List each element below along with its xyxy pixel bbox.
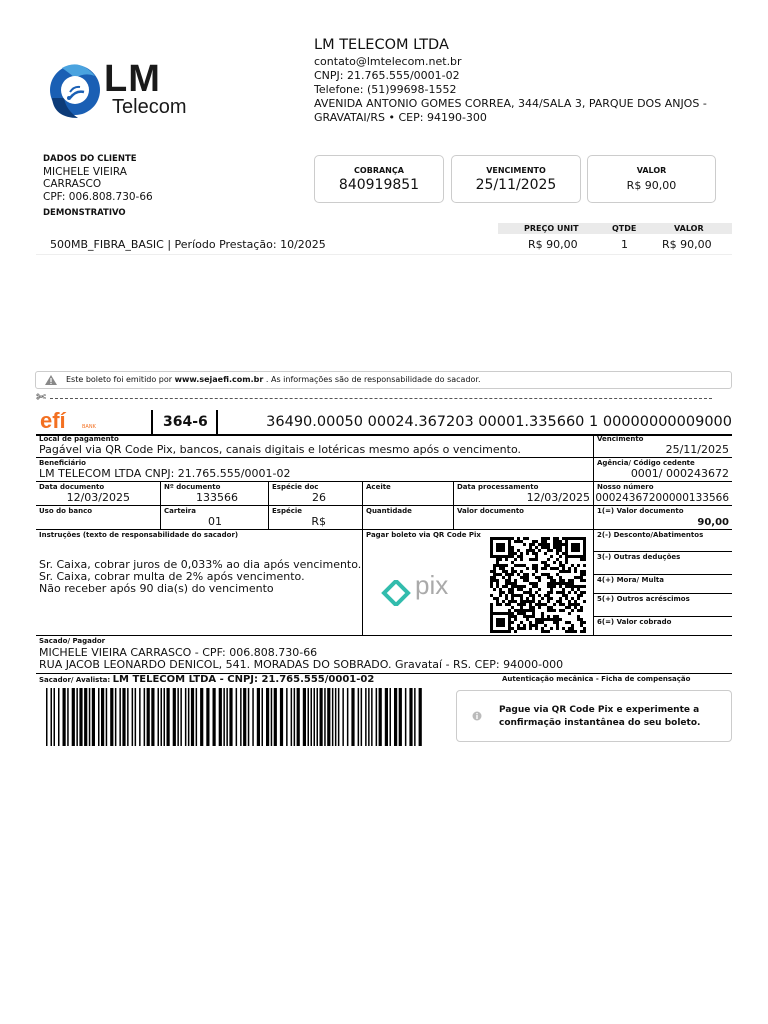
agencia-cell: Agência/ Código cedente 0001/ 000243672 — [594, 458, 732, 482]
valor-documento-1: 1(=) Valor documento 90,00 — [594, 506, 732, 530]
valor-label: VALOR — [636, 166, 667, 175]
client-data — [43, 153, 153, 220]
avalista-value: LM TELECOM LTDA - CNPJ: 21.765.555/0001-02 — [112, 674, 375, 685]
notice-prefix: Este boleto foi emitido por — [66, 375, 173, 384]
desconto: 2(-) Desconto/Abatimentos — [594, 530, 732, 552]
mora-multa: 4(+) Mora/ Multa — [594, 575, 732, 594]
beneficiario: Beneficiário LM TELECOM LTDA CNPJ: 21.765.555/0001-02 — [36, 458, 594, 482]
pix-logo — [381, 580, 411, 606]
col-preco-unit: PREÇO UNIT — [524, 224, 579, 233]
divider — [216, 410, 218, 434]
carteira: Carteira 01 — [161, 506, 269, 530]
pix-text: pix — [415, 570, 449, 600]
col-qtde: QTDE — [612, 224, 637, 233]
local-pagamento: Local de pagamento Pagável via QR Code Pix, bancos, canais digitais e lotéricas mesmo após o vencimento. — [36, 434, 594, 458]
company-phone: Telefone: (51)99698-1552 — [314, 83, 457, 96]
divider — [151, 410, 153, 434]
company-cnpj: CNPJ: 21.765.555/0001-02 — [314, 69, 460, 82]
company-info — [314, 55, 707, 125]
sacado-pagador: Sacado/ Pagador MICHELE VIEIRA CARRASCO - CPF: 006.808.730-66 RUA JACOB LEONARDO DENICOL, 541. MORADAS DO SOBRADO. Gravataí - RS. CEP: 94000-000 — [36, 636, 732, 674]
col-valor: VALOR — [674, 224, 704, 233]
avalista — [39, 674, 374, 685]
client-name: MICHELE VIEIRA — [43, 165, 127, 178]
especie: Espécie R$ — [269, 506, 363, 530]
bank-code: 364-6 — [163, 414, 208, 430]
aceite: Aceite — [363, 482, 454, 506]
issuer-notice — [35, 371, 732, 389]
boleto-header — [36, 410, 732, 436]
vencimento-label: VENCIMENTO — [486, 166, 546, 175]
boleto-barcode[interactable] — [46, 688, 426, 746]
cobranca-box — [314, 155, 444, 203]
data-processamento: Data processamento 12/03/2025 — [454, 482, 594, 506]
efi-bank-sub: BANK — [82, 424, 96, 430]
company-address: AVENIDA ANTONIO GOMES CORREA, 344/SALA 3, PARQUE DOS ANJOS - — [314, 97, 707, 110]
demo-item: 500MB_FIBRA_BASIC | Período Prestação: 10/2025 — [50, 238, 326, 251]
vencimento-cell: Vencimento 25/11/2025 — [594, 434, 732, 458]
company-name: LM TELECOM LTDA — [314, 37, 449, 53]
info-icon — [472, 711, 482, 721]
valor-doc-cell: Valor documento — [454, 506, 594, 530]
client-name-cont: CARRASCO — [43, 178, 102, 190]
scissors-icon: ✄ — [36, 390, 47, 404]
cobranca-label: COBRANÇA — [354, 166, 404, 175]
cut-line — [36, 390, 732, 405]
demo-qtde: 1 — [621, 238, 628, 251]
quantidade: Quantidade — [363, 506, 454, 530]
warning-icon — [45, 375, 57, 385]
numero-documento: Nº documento 133566 — [161, 482, 269, 506]
sacado-endereco: RUA JACOB LEONARDO DENICOL, 541. MORADAS DO SOBRADO. Gravataí - RS. CEP: 94000-000 — [39, 658, 564, 671]
company-address-city: GRAVATAI/RS • CEP: 94190-300 — [314, 111, 487, 124]
company-email: contato@lmtelecom.net.br — [314, 55, 462, 68]
vencimento-value: 25/11/2025 — [475, 177, 557, 193]
sacado-nome: MICHELE VIEIRA CARRASCO - CPF: 006.808.730-66 — [39, 646, 318, 659]
pix-info-line-1: Pague via QR Code Pix e experimente a — [499, 705, 700, 715]
vencimento-box — [451, 155, 581, 203]
demo-title: DEMONSTRATIVO — [43, 208, 126, 218]
autenticacao-mecanica: Autenticação mecânica - Ficha de compensação — [502, 675, 691, 683]
nosso-numero: Nosso número 00024367200000133566 — [594, 482, 732, 506]
efi-bank-logo: efí — [40, 408, 66, 433]
outros-acrescimos: 5(+) Outros acréscimos — [594, 594, 732, 617]
data-documento: Data documento 12/03/2025 — [36, 482, 161, 506]
client-title: DADOS DO CLIENTE — [43, 154, 137, 164]
logo-text: LM — [104, 58, 161, 100]
pix-info-box — [456, 690, 732, 742]
valor-box — [587, 155, 716, 203]
valor-value: R$ 90,00 — [626, 179, 677, 192]
instrucoes: Instruções (texto de responsabilidade do sacador) Sr. Caixa, cobrar juros de 0,033% ao dia após vencimento. Sr. Caixa, cobrar multa de 2% após vencimento. Não receber após 90 dia(s) do vencimento — [36, 530, 363, 636]
pix-info-line-2: confirmação instantânea do seu boleto. — [499, 718, 701, 728]
dashed-line — [50, 398, 712, 399]
client-cpf: CPF: 006.808.730-66 — [43, 190, 153, 203]
pix-section: Pagar boleto via QR Code Pix pix — [363, 530, 594, 636]
instrucao-juros: Sr. Caixa, cobrar juros de 0,033% ao dia após vencimento. — [39, 558, 362, 571]
demo-table-header — [498, 223, 732, 234]
demo-preco: R$ 90,00 — [528, 238, 578, 251]
especie-documento: Espécie doc 26 — [269, 482, 363, 506]
logo-subtext: Telecom — [112, 96, 187, 118]
demo-valor: R$ 90,00 — [662, 238, 712, 251]
instrucao-multa: Sr. Caixa, cobrar multa de 2% após vencimento. — [39, 570, 305, 583]
company-logo — [40, 58, 215, 128]
outras-deducoes: 3(-) Outras deduções — [594, 552, 732, 575]
notice-site-link[interactable]: www.sejaefi.com.br — [174, 375, 264, 384]
instrucao-prazo: Não receber após 90 dia(s) do vencimento — [39, 582, 274, 595]
pix-qr-code[interactable] — [490, 537, 586, 633]
valor-cobrado: 6(=) Valor cobrado — [594, 617, 732, 636]
cobranca-value: 840919851 — [338, 177, 420, 193]
notice-suffix: . As informações são de responsabilidade do sacador. — [265, 375, 481, 384]
avalista-label: Sacador/ Avalista: — [39, 676, 111, 684]
digitable-line: 36490.00050 00024.367203 00001.335660 1 00000000009000 — [266, 414, 732, 430]
demo-table-row — [36, 236, 732, 255]
uso-banco: Uso do banco — [36, 506, 161, 530]
